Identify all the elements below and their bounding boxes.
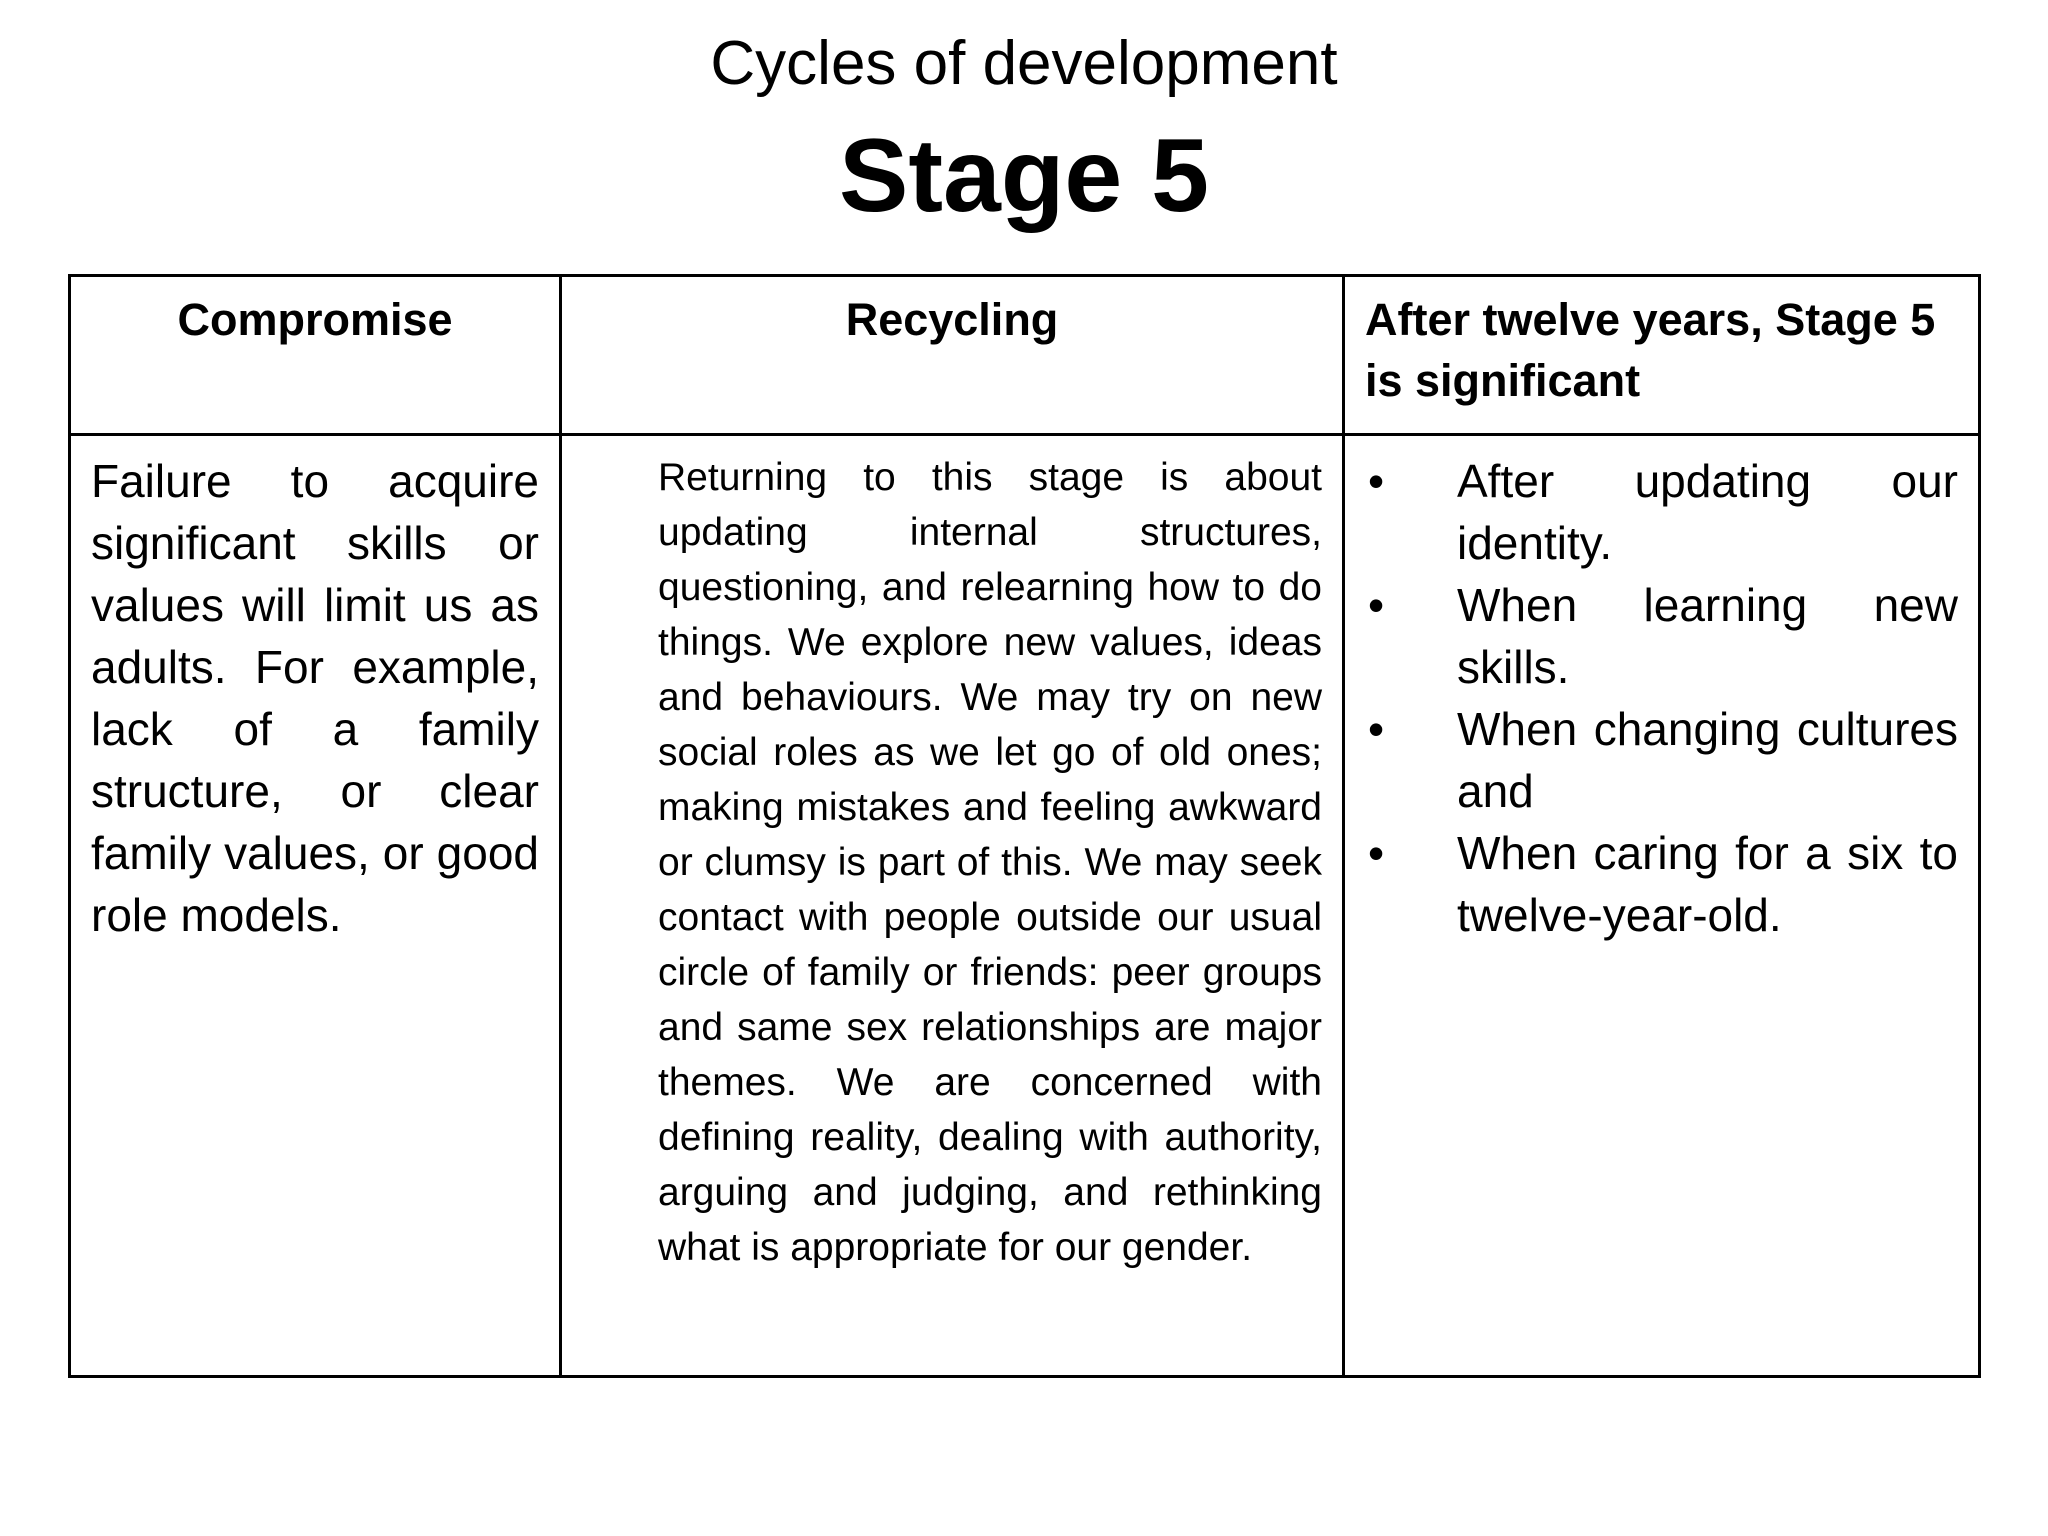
- slide-title: Stage 5: [839, 118, 1209, 234]
- list-item: [1361, 822, 1958, 946]
- bullet-icon: •: [1367, 827, 1385, 879]
- table-body-row: [70, 435, 1980, 1377]
- table-header-row: [70, 276, 1980, 435]
- column-header-recycling: Recycling: [561, 276, 1344, 435]
- list-item-text: When caring for a six to twelve-year-old.: [1457, 827, 1958, 941]
- column-header-compromise: Compromise: [70, 276, 561, 435]
- list-item: [1361, 698, 1958, 822]
- list-item-text: When changing cultures and: [1457, 703, 1958, 817]
- bullet-icon: •: [1367, 455, 1385, 507]
- significance-list: [1361, 450, 1958, 946]
- recycling-cell: Returning to this stage is about updating internal structures, questioning, and relearning how to do things. We explore new values, ideas and behaviours. We may try on new social roles as we let go of old ones; making mistakes and feeling awkward or clumsy is part of this. We may seek contact with people outside our usual circle of family or friends: peer groups and same sex relationships are major themes. We are concerned with defining reality, dealing with authority, arguing and judging, and rethinking what is appropriate for our gender.: [561, 435, 1344, 1377]
- bullet-icon: •: [1367, 579, 1385, 631]
- bullet-icon: •: [1367, 703, 1385, 755]
- list-item: [1361, 450, 1958, 574]
- list-item-text: After updating our identity.: [1457, 455, 1958, 569]
- column-header-significance: After twelve years, Stage 5 is significant: [1344, 276, 1980, 435]
- significance-cell: [1344, 435, 1980, 1377]
- slide-subtitle: Cycles of development: [710, 29, 1338, 98]
- list-item: [1361, 574, 1958, 698]
- compromise-cell: Failure to acquire significant skills or values will limit us as adults. For example, lack of a family structure, or clear family values, or good role models.: [70, 435, 561, 1377]
- stage-table: [68, 274, 1981, 1378]
- list-item-text: When learning new skills.: [1457, 579, 1958, 693]
